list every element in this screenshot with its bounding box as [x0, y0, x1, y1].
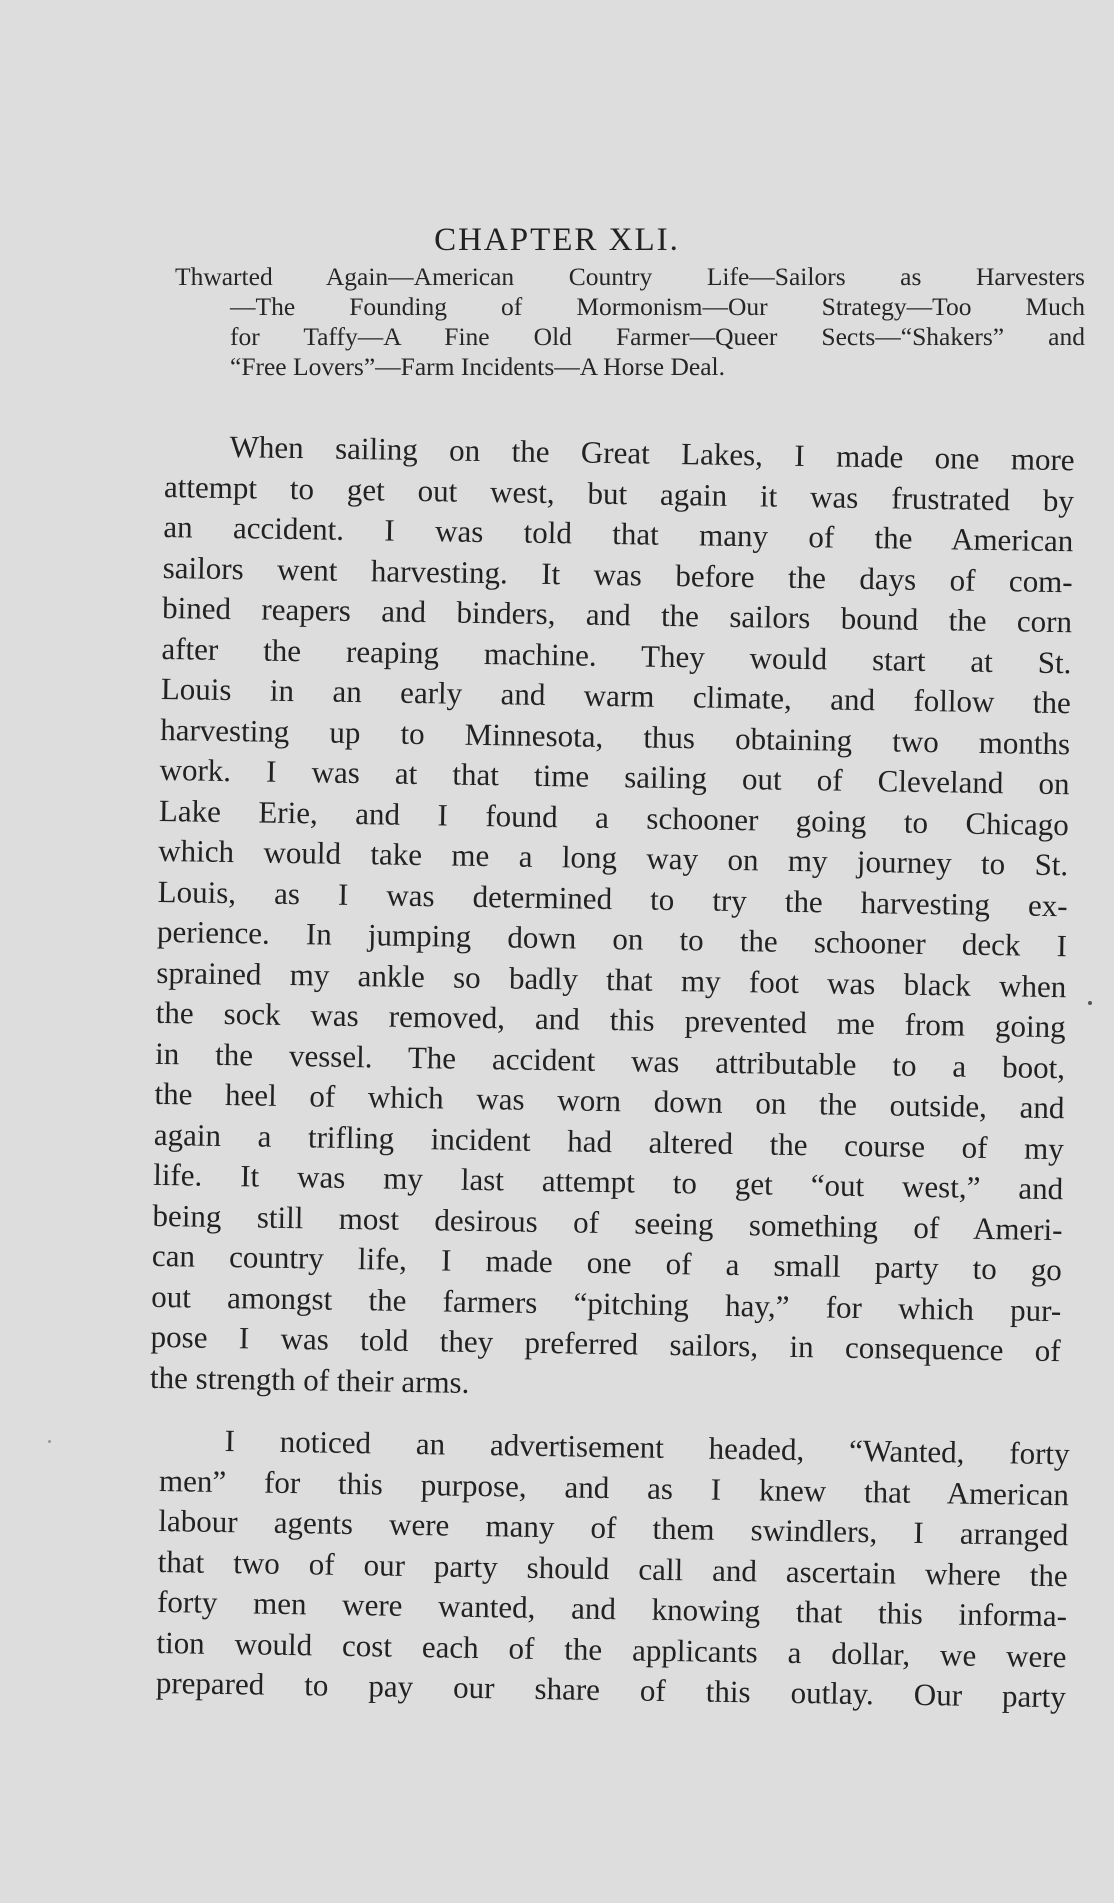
text-line: men” for this purpose, and as I knew that American — [158, 1462, 1070, 1512]
text-line: Louis in an early and warm climate, and follow the — [160, 670, 1072, 721]
paragraph — [156, 1420, 1070, 1718]
chapter-title: CHAPTER XLI. — [434, 222, 680, 258]
text-line: bined reapers and binders, and the sailors bound the corn — [161, 589, 1073, 640]
paragraph — [150, 426, 1075, 1412]
text-line: When sailing on the Great Lakes, I made one more — [229, 429, 1075, 478]
text-line: the strength of their arms. — [149, 1359, 470, 1400]
text-line: I noticed an advertisement headed, “Wanted, forty — [224, 1423, 1070, 1472]
print-speck — [1088, 1001, 1092, 1005]
text-line: work. I was at that time sailing out of Cleveland on — [159, 751, 1070, 802]
text-line: Lake Erie, and I found a schooner going to Chicago — [158, 792, 1070, 842]
text-line: out amongst the farmers “pitching hay,” for which pur- — [151, 1278, 1062, 1328]
text-line: life. It was my last attempt to get “out west,” and — [152, 1156, 1064, 1207]
text-line: tion would cost each of the applicants a dollar, we were — [156, 1624, 1067, 1674]
text-line: the sock was removed, and this prevented me from going — [155, 994, 1066, 1045]
synopsis-line: “Free Lovers”—Farm Incidents—A Horse Deal. — [230, 352, 725, 381]
text-line: can country life, I made one of a small party to go — [151, 1237, 1063, 1288]
text-line: sailors went harvesting. It was before the days of com- — [162, 549, 1073, 599]
text-line: prepared to pay our share of this outlay. Our party — [155, 1664, 1067, 1715]
text-line: perience. In jumping down on to the schooner deck I — [156, 913, 1068, 964]
text-line: sprained my ankle so badly that my foot was black when — [156, 954, 1067, 1004]
text-line: Louis, as I was determined to try the harvesting ex- — [157, 873, 1068, 923]
text-line: harvesting up to Minnesota, thus obtaining two months — [159, 711, 1071, 761]
synopsis-line: —The Founding of Mormonism—Our Strategy—Too Much — [230, 292, 1085, 321]
synopsis-line: for Taffy—A Fine Old Farmer—Queer Sects—“Shakers” and — [230, 322, 1085, 351]
text-line: that two of our party should call and ascertain where the — [157, 1543, 1068, 1593]
text-line: labour agents were many of them swindlers, I arranged — [158, 1502, 1069, 1553]
text-line: the heel of which was worn down on the outside, and — [154, 1075, 1065, 1126]
text-line: being still most desirous of seeing something of Ameri- — [152, 1197, 1063, 1247]
text-line: pose I was told they preferred sailors, in consequence of — [150, 1318, 1061, 1369]
text-line: an accident. I was told that many of the American — [163, 508, 1074, 559]
text-line: attempt to get out west, but again it was frustrated by — [163, 468, 1075, 518]
chapter-synopsis — [175, 262, 1085, 382]
text-line: again a trifling incident had altered the course of my — [153, 1116, 1065, 1166]
synopsis-line: Thwarted Again—American Country Life—Sailors as Harvesters — [175, 262, 1085, 291]
text-line: after the reaping machine. They would start at St. — [161, 630, 1072, 680]
text-line: in the vessel. The accident was attributable to a boot, — [154, 1035, 1066, 1085]
print-speck — [48, 1440, 51, 1443]
text-line: which would take me a long way on my journey to St. — [158, 832, 1069, 883]
text-line: forty men were wanted, and knowing that this informa- — [156, 1583, 1068, 1634]
